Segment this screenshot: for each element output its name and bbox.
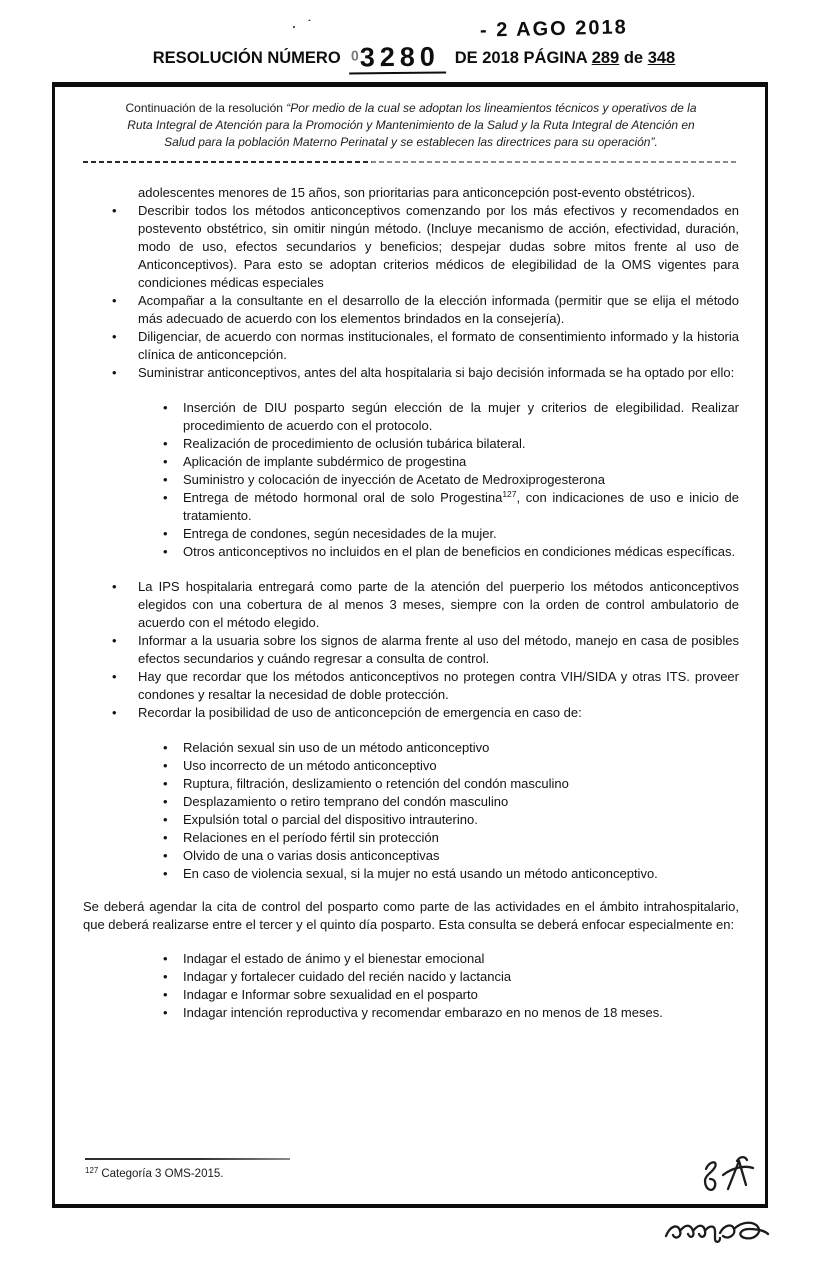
list-item: • La IPS hospitalaria entregará como parte de la atención del puerperio los métodos anticonceptivos elegidos con una cobertura de al menos 3 meses, siempre con la orden de control ambulatorio de acuerdo con el método elegido.	[83, 578, 739, 632]
bullet-list-emergency	[83, 739, 739, 883]
item-text: , con indicaciones de uso e inicio de tratamiento.	[183, 490, 740, 524]
list-item: • Realización de procedimiento de oclusión tubárica bilateral.	[83, 435, 739, 453]
footnote-body: Categoría 3 OMS-2015.	[101, 1168, 224, 1180]
stamp-artifact: 0	[351, 47, 360, 64]
list-item: • Desplazamiento o retiro temprano del condón masculino	[83, 793, 739, 811]
list-item: • Acompañar a la consultante en el desarrollo de la elección informada (permitir que se elija el método más adecuado de acuerdo con los elementos brindados en la consejería).	[83, 292, 739, 328]
list-item: • Aplicación de implante subdérmico de progestina	[83, 453, 739, 471]
list-item: • Hay que recordar que los métodos anticonceptivos no protegen contra VIH/SIDA y otras ITS. proveer condones y resaltar la necesidad de doble protección.	[83, 668, 739, 704]
list-item: • Expulsión total o parcial del dispositivo intrauterino.	[83, 811, 739, 829]
resolution-title-middle: DE 2018 PÁGINA	[454, 49, 588, 67]
handwritten-initials	[676, 1149, 760, 1201]
footnote-divider	[85, 1158, 290, 1160]
list-item: • Recordar la posibilidad de uso de anticoncepción de emergencia en caso de:	[83, 704, 739, 722]
list-item: • Suministro y colocación de inyección de Acetato de Medroxiprogesterona	[83, 471, 739, 489]
footnote-text	[85, 1166, 290, 1180]
resolution-title-prefix: RESOLUCIÓN NÚMERO	[152, 49, 341, 67]
dashed-divider	[83, 161, 739, 163]
resolution-title	[0, 41, 828, 74]
list-item: • Diligenciar, de acuerdo con normas institucionales, el formato de consentimiento informado y la historia clínica de anticoncepción.	[83, 328, 739, 364]
list-item: • Indagar intención reproductiva y recomendar embarazo en no menos de 18 meses.	[83, 1004, 739, 1022]
list-item: • Ruptura, filtración, deslizamiento o retención del condón masculino	[83, 775, 739, 793]
continuation-intro: Continuación de la resolución	[125, 101, 287, 115]
scan-artifact: · ˙	[291, 16, 318, 35]
list-item: • Suministrar anticonceptivos, antes del alta hospitalaria si bajo decisión informada se ha optado por ello:	[83, 364, 739, 382]
page-current: 289	[591, 49, 620, 67]
bullet-list-main	[83, 202, 739, 382]
page-total: 348	[647, 49, 676, 67]
list-item: • Indagar y fortalecer cuidado del recién nacido y lactancia	[83, 968, 739, 986]
list-item: • Relaciones en el período fértil sin protección	[83, 829, 739, 847]
list-item: • Uso incorrecto de un método anticonceptivo	[83, 757, 739, 775]
list-item: • Describir todos los métodos anticonceptivos comenzando por los más efectivos y recomendados en postevento obstétrico, sin omitir ningún método. (Incluye mecanismo de acción, efectividad, duración, modo de uso, efectos secundarios y beneficios; despejar dudas sobre mitos frente al uso de Anticonceptivos). Para esto se adoptan criterios médicos de elegibilidad de la OMS vigentes para condiciones médicas especiales	[83, 202, 739, 292]
list-item: • Olvido de una o varias dosis anticonceptivas	[83, 847, 739, 865]
resolution-number: 3280	[359, 41, 441, 73]
bullet-list-care	[83, 578, 739, 722]
resolution-number-stamp	[349, 43, 446, 74]
list-item: • Inserción de DIU posparto según elección de la mujer y criterios de elegibilidad. Realizar procedimiento de acuerdo con el protocolo.	[83, 399, 739, 435]
bullet-list-consult	[83, 950, 739, 1022]
list-item: • Informar a la usuaria sobre los signos de alarma frente al uso del método, manejo en casa de posibles efectos secundarios y cuándo regresar a consulta de control.	[83, 632, 739, 668]
list-item: • Relación sexual sin uso de un método anticonceptivo	[83, 739, 739, 757]
continuation-note	[116, 100, 706, 151]
footnote-reference: 127	[502, 489, 517, 500]
list-item: • En caso de violencia sexual, si la mujer no está usando un método anticonceptivo.	[83, 865, 739, 883]
item-text: Entrega de método hormonal oral de solo Progestina	[183, 490, 503, 506]
document-frame	[52, 82, 768, 1208]
handwritten-signature	[660, 1210, 776, 1252]
footnote-marker: 127	[85, 1166, 99, 1175]
continuation-quote: “Por medio de la cual se adoptan los lineamientos técnicos y operativos de la Ruta Integral de Atención para la Promoción y Mantenimiento de la Salud y la Ruta Integral de Atención en Salud para la población Materno Perinatal y se establecen las directrices para su operación”.	[127, 101, 697, 150]
list-item: • Indagar e Informar sobre sexualidad en el posparto	[83, 986, 739, 1004]
bullet-list-methods	[83, 399, 739, 561]
document-body	[83, 184, 739, 1022]
list-item: • Otros anticonceptivos no incluidos en el plan de beneficios en condiciones médicas específicas.	[83, 543, 739, 561]
date-stamp: - 2 AGO 2018	[479, 16, 628, 42]
list-item: • Indagar el estado de ánimo y el bienestar emocional	[83, 950, 739, 968]
list-item: • Entrega de condones, según necesidades de la mujer.	[83, 525, 739, 543]
closing-paragraph: Se deberá agendar la cita de control del posparto como parte de las actividades en el ámbito intrahospitalario, que deberá realizarse entre el tercer y el quinto día posparto. Esta consulta se deberá enfocar especialmente en:	[83, 899, 739, 933]
footnote	[85, 1158, 290, 1180]
page-connector: de	[623, 49, 644, 67]
carryover-text: adolescentes menores de 15 años, son prioritarias para anticoncepción post-evento obstétricos).	[138, 185, 696, 201]
list-item	[83, 489, 739, 525]
